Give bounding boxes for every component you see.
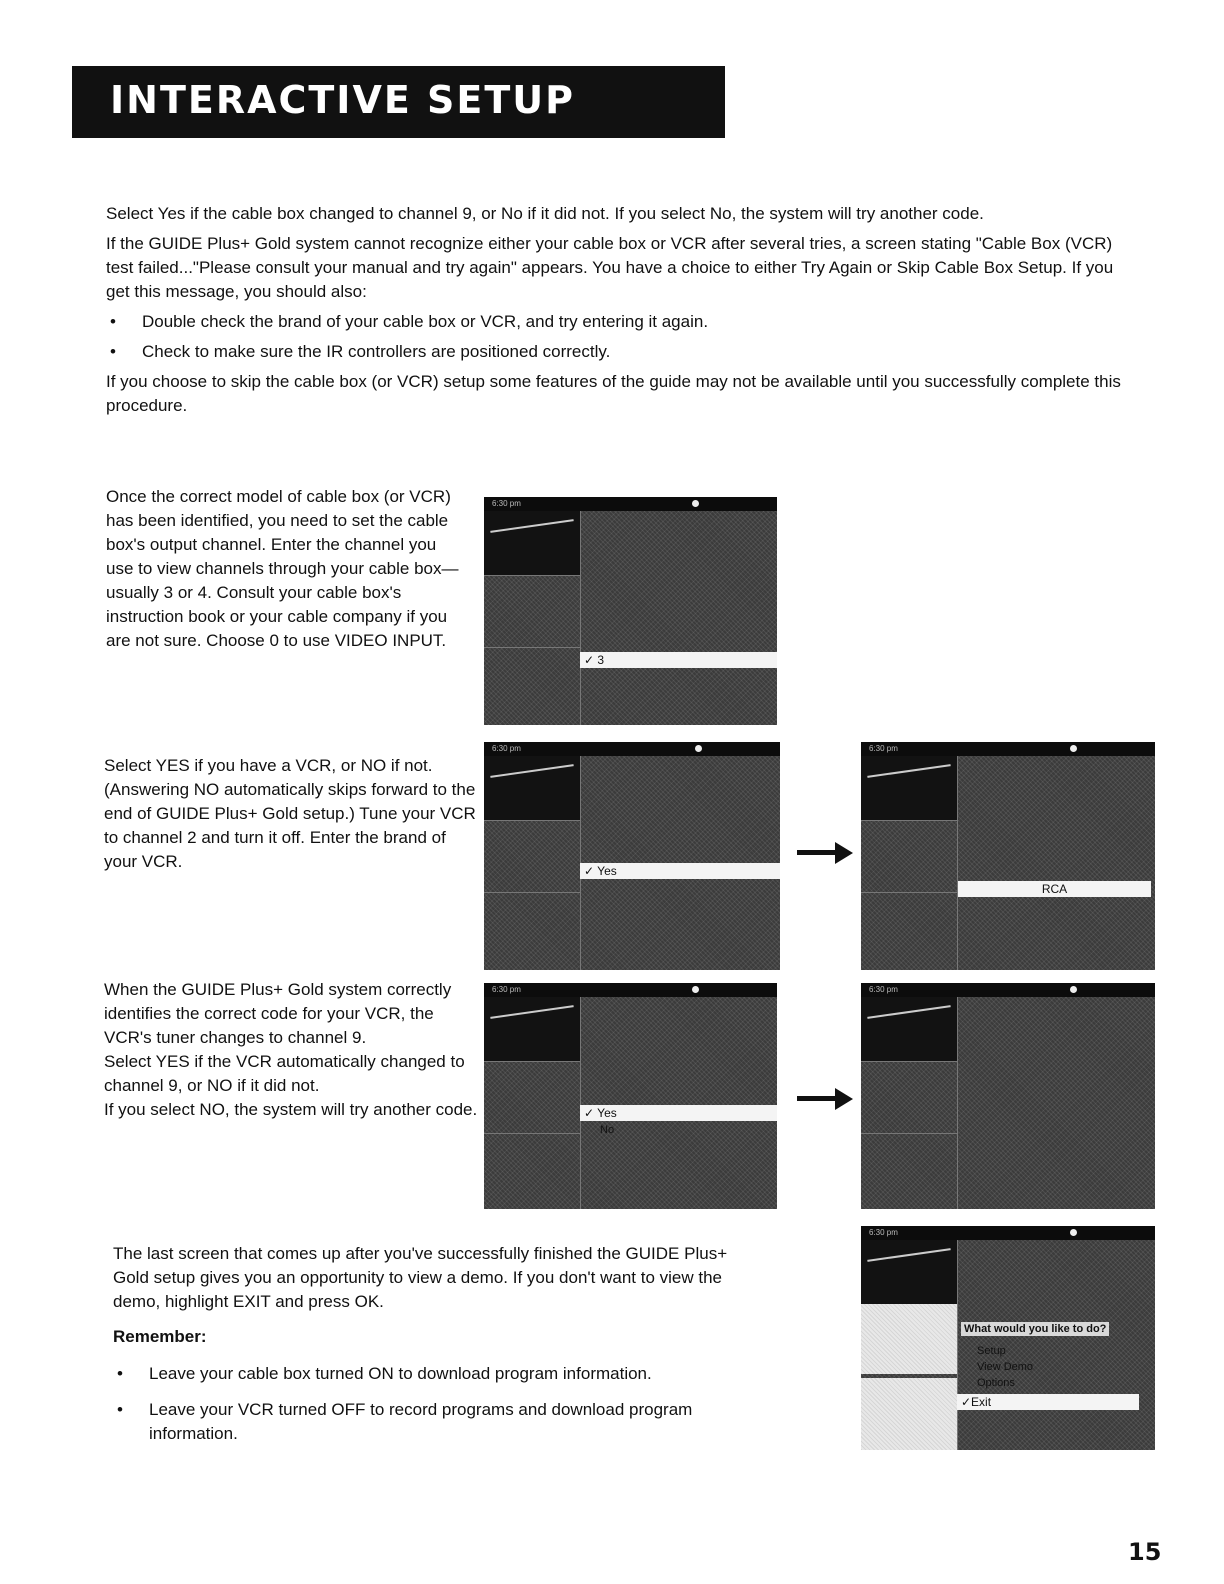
bullet-glyph: • [117,1364,123,1383]
vcr-test-text [104,978,480,1122]
screen-top-bar [484,983,777,997]
intro-block [106,202,1126,424]
tv-screen-vcr-test [484,983,777,1209]
remember-heading: Remember: [113,1327,207,1346]
clock-label: 6:30 pm [869,1228,898,1237]
page-number: 15 [1128,1538,1162,1566]
status-dot-icon [692,986,699,993]
guide-logo [861,756,957,820]
guide-logo [861,997,957,1061]
guide-panel [861,1304,957,1374]
vcr-test-line-1: When the GUIDE Plus+ Gold system correctly identifies the correct code for your VCR, the VCR's tuner changes to channel 9. [104,980,452,1047]
tv-screen-vcr-test-result [861,983,1155,1209]
status-dot-icon [1070,1229,1077,1236]
vcr-test-line-2: Select YES if the VCR automatically changed to channel 9, or NO if it did not. [104,1052,465,1095]
menu-selection: ✓ 3 [580,652,777,668]
logo-swoosh [490,764,573,778]
arrow-shaft [797,1096,837,1101]
brand-selection: RCA [958,881,1151,897]
screen-top-bar [861,1226,1155,1240]
menu-selection: ✓ Yes [580,1105,777,1121]
tv-screen-vcr-brand [861,742,1155,970]
section-banner [72,66,725,138]
menu-selection: ✓ Yes [580,863,780,879]
list-item [113,1362,773,1386]
logo-swoosh [490,1005,573,1019]
output-channel-text: Once the correct model of cable box (or VCR) has been identified, you need to set the cable box's output channel. Enter the channel you use to view channels through your cable box—usually 3 or 4. Consult your cable box's instruction book or your cable company if you are not sure. Choose 0 to use VIDEO INPUT. [106,487,459,650]
remember-list [113,1362,773,1452]
bullet-glyph: • [117,1400,123,1419]
status-dot-icon [1070,986,1077,993]
status-dot-icon [1070,745,1077,752]
bullet-glyph: • [110,312,116,331]
arrow-head [835,842,853,864]
arrow-shaft [797,850,837,855]
list-item [106,340,1126,364]
page-title: INTERACTIVE SETUP [110,78,575,122]
clock-label: 6:30 pm [869,985,898,994]
guide-panel [861,1378,957,1450]
screen-top-bar [484,497,777,511]
tv-screen-demo-menu [861,1226,1155,1450]
arrow-head [835,1088,853,1110]
list-item-text: Check to make sure the IR controllers are positioned correctly. [142,342,611,361]
intro-paragraph-3: If you choose to skip the cable box (or VCR) setup some features of the guide may not be available until you successfully complete this procedure. [106,372,1121,415]
intro-paragraph-2: If the GUIDE Plus+ Gold system cannot recognize either your cable box or VCR after several tries, a screen stating "Cable Box (VCR) test failed..."Please consult your manual and try again" appears. You have a choice to either Try Again or Skip Cable Box Setup. If you get this message, you should also: [106,234,1114,301]
intro-paragraph-1: Select Yes if the cable box changed to channel 9, or No if it did not. If you select No, the system will try another code. [106,204,984,223]
logo-swoosh [867,1248,950,1262]
vcr-test-line-3: If you select NO, the system will try another code. [104,1100,478,1119]
logo-swoosh [867,1005,950,1019]
tv-screen-output-channel [484,497,777,725]
list-item-text: Double check the brand of your cable box or VCR, and try entering it again. [142,312,709,331]
screen-top-bar [861,742,1155,756]
list-item [113,1398,773,1446]
menu-option-view-demo: View Demo [977,1361,1034,1373]
guide-logo [484,756,580,820]
list-item-text: Leave your cable box turned ON to download program information. [149,1364,652,1383]
demo-question: What would you like to do? [961,1322,1109,1336]
list-item-text: Leave your VCR turned OFF to record programs and download program information. [149,1400,693,1443]
guide-logo [861,1240,957,1304]
clock-label: 6:30 pm [492,499,521,508]
logo-swoosh [867,764,950,778]
status-dot-icon [692,500,699,507]
clock-label: 6:30 pm [492,985,521,994]
status-dot-icon [695,745,702,752]
guide-logo [484,511,580,575]
clock-label: 6:30 pm [869,744,898,753]
bullet-glyph: • [110,342,116,361]
clock-label: 6:30 pm [492,744,521,753]
logo-swoosh [490,519,573,533]
menu-option-setup: Setup [977,1345,1006,1357]
guide-logo [484,997,580,1061]
vcr-setup-text: Select YES if you have a VCR, or NO if not. (Answering NO automatically skips forward to the end of GUIDE Plus+ Gold setup.) Tune your VCR to channel 2 and turn it off. Enter the brand of your VCR. [104,756,476,871]
tv-screen-vcr-question [484,742,780,970]
menu-selection-exit: ✓Exit [957,1394,1139,1410]
screen-top-bar [861,983,1155,997]
menu-option-no: No [600,1124,615,1136]
menu-option-options: Options [977,1377,1015,1389]
final-text: The last screen that comes up after you've successfully finished the GUIDE Plus+ Gold setup gives you an opportunity to view a demo. If you don't want to view the demo, highlight EXIT and press OK. [113,1244,728,1311]
screen-top-bar [484,742,780,756]
right-arrow-icon [797,1088,855,1110]
list-item [106,310,1126,334]
right-arrow-icon [797,842,855,864]
